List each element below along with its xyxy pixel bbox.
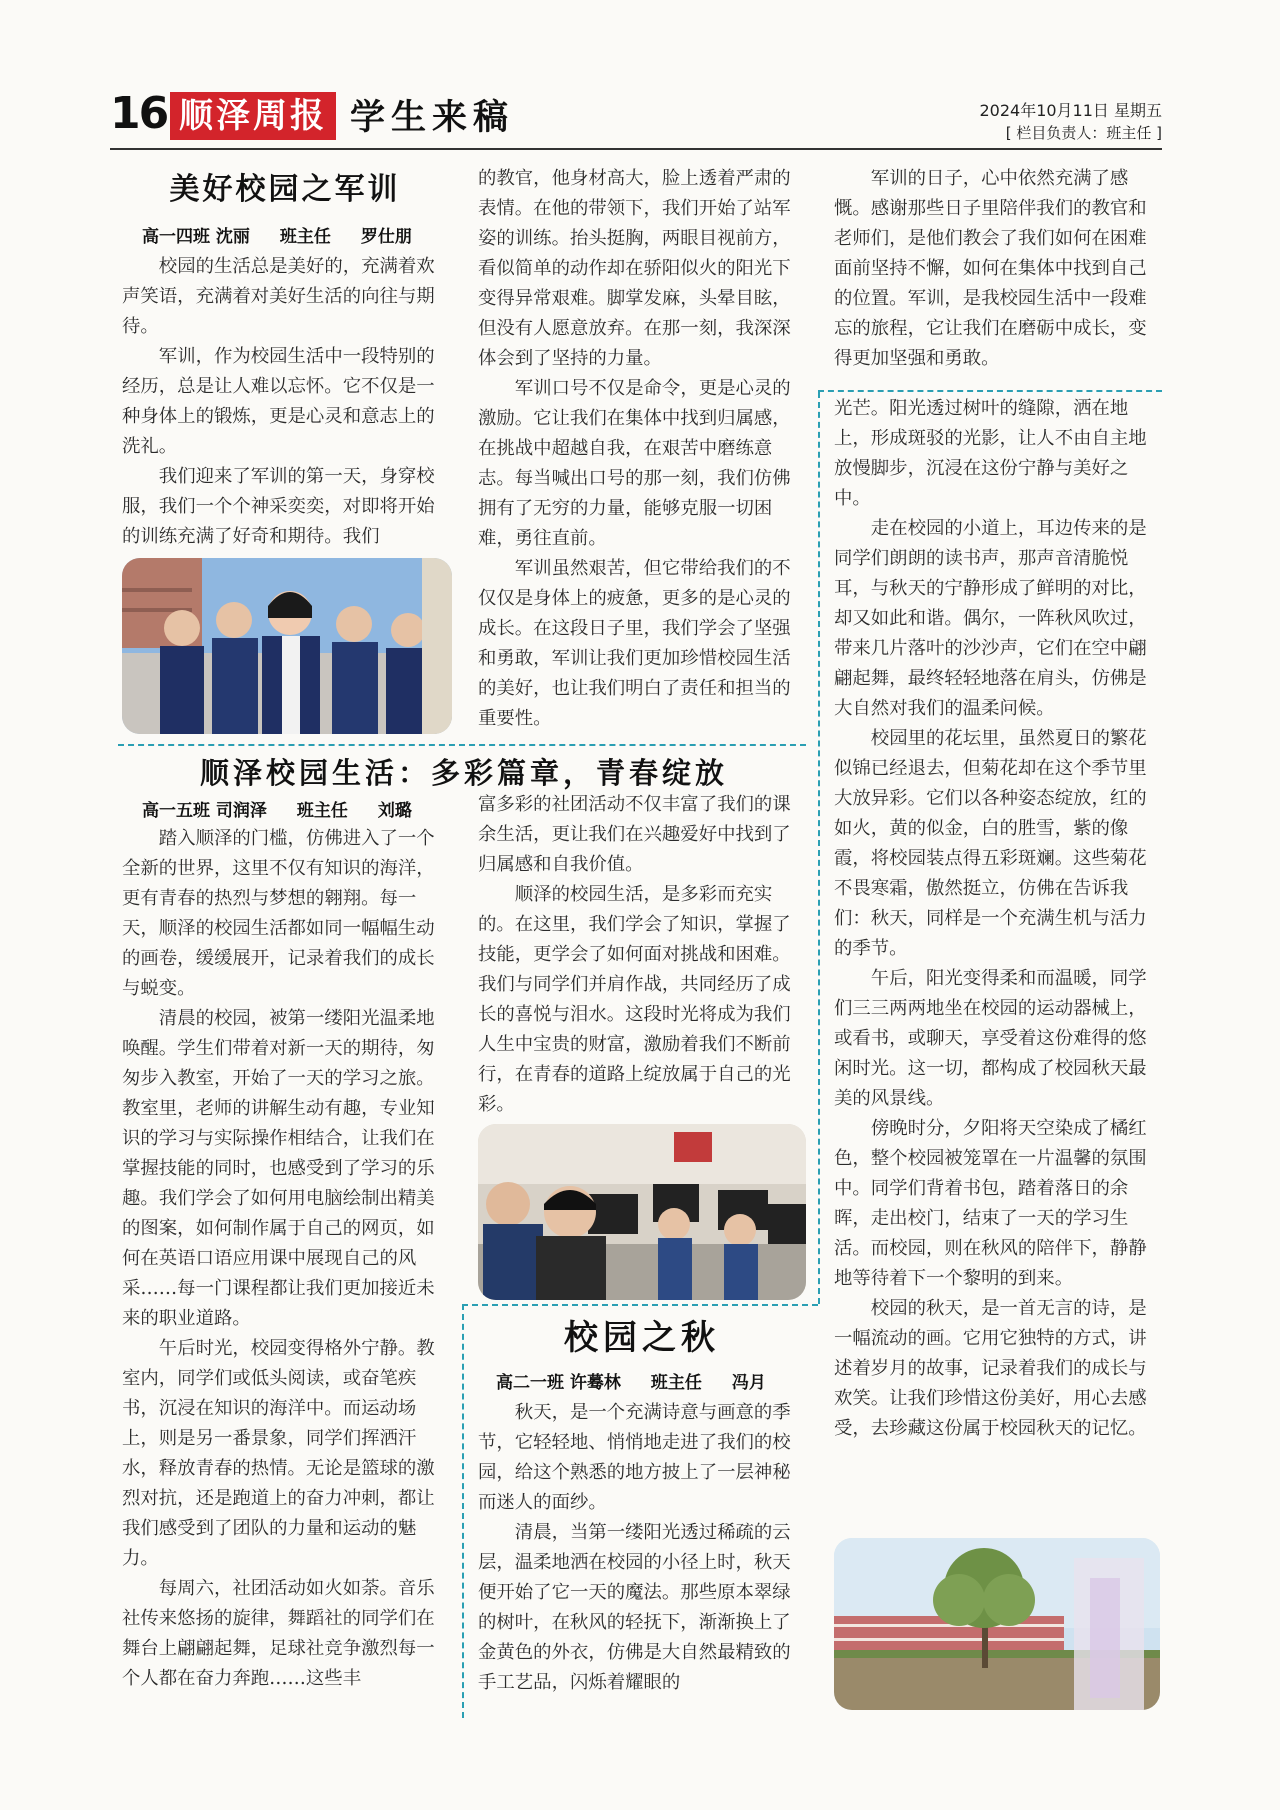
divider <box>462 1304 464 1718</box>
section-title: 学生来稿 <box>350 98 515 138</box>
page-number: 16 <box>110 88 168 139</box>
header-rule <box>110 148 1162 150</box>
photo-autumn-campus <box>834 1538 1160 1710</box>
paragraph: 的教官，他身材高大，脸上透着严肃的表情。在他的带领下，我们开始了站军姿的训练。抬头挺胸，两眼目视前方，看似简单的动作却在骄阳似火的阳光下变得异常艰难。脚掌发麻，头晕目眩，但没有人愿意放弃。在那一刻，我深深体会到了坚持的力量。 <box>478 168 791 369</box>
column-editor: [ 栏目负责人：班主任 ] <box>1005 124 1162 142</box>
paragraph: 军训，作为校园生活中一段特别的经历，总是让人难以忘怀。它不仅是一种身体上的锻炼，更是心灵和意志上的洗礼。 <box>122 346 435 457</box>
article-column <box>122 824 452 1694</box>
paragraph: 校园的秋天，是一首无言的诗，是一幅流动的画。它用它独特的方式，讲述着岁月的故事，记录着我们的成长与欢笑。让我们珍惜这份美好，用心去感受，去珍藏这份属于校园秋天的记忆。 <box>834 1298 1147 1439</box>
paragraph: 校园里的花坛里，虽然夏日的繁花似锦已经退去，但菊花却在这个季节里大放异彩。它们以各种姿态绽放，红的如火，黄的似金，白的胜雪，紫的像霞，将校园装点得五彩斑斓。这些菊花不畏寒霜，傲然挺立，仿佛在告诉我们：秋天，同样是一个充满生机与活力的季节。 <box>834 728 1147 959</box>
article-column <box>478 164 806 734</box>
divider <box>118 744 806 746</box>
article-byline <box>142 222 442 247</box>
article-title-campus-life: 顺泽校园生活：多彩篇章，青春绽放 <box>199 756 728 790</box>
paragraph: 走在校园的小道上，耳边传来的是同学们朗朗的读书声，那声音清脆悦耳，与秋天的宁静形成了鲜明的对比，却又如此和谐。偶尔，一阵秋风吹过，带来几片落叶的沙沙声，它们在空中翩翩起舞，最终轻轻地落在肩头，仿佛是大自然对我们的温柔问候。 <box>834 518 1147 719</box>
article-column <box>478 1398 806 1698</box>
paragraph: 午后，阳光变得柔和而温暖，同学们三三两两地坐在校园的运动器械上，或看书，或聊天，享受着这份难得的悠闲时光。这一切，都构成了校园秋天最美的风景线。 <box>834 968 1147 1109</box>
paragraph: 午后时光，校园变得格外宁静。教室内，同学们或低头阅读，或奋笔疾书，沉浸在知识的海洋中。而运动场上，则是另一番景象，同学们挥洒汗水，释放青春的热情。无论是篮球的激烈对抗，还是跑道上的奋力冲刺，都让我们感受到了团队的力量和运动的魅力。 <box>122 1338 435 1569</box>
newspaper-logo: 顺泽周报 <box>170 92 336 140</box>
paragraph: 军训虽然艰苦，但它带给我们的不仅仅是身体上的疲惫，更多的是心灵的成长。在这段日子里，我们学会了坚强和勇敢，军训让我们更加珍惜校园生活的美好，也让我们明白了责任和担当的重要性。 <box>478 558 791 729</box>
article-column <box>122 252 452 552</box>
article-title-military-training: 美好校园之军训 <box>169 172 401 207</box>
paragraph: 清晨，当第一缕阳光透过稀疏的云层，温柔地洒在校园的小径上时，秋天便开始了它一天的魔法。那些原本翠绿的树叶，在秋风的轻抚下，渐渐换上了金黄色的外衣，仿佛是大自然最精致的手工艺品，闪烁着耀眼的 <box>478 1522 791 1693</box>
divider <box>818 390 1162 392</box>
paragraph: 清晨的校园，被第一缕阳光温柔地唤醒。学生们带着对新一天的期待，匆匆步入教室，开始了一天的学习之旅。教室里，老师的讲解生动有趣，专业知识的学习与实际操作相结合，让我们在掌握技能的同时，也感受到了学习的乐趣。我们学会了如何用电脑绘制出精美的图案，如何制作属于自己的网页，如何在英语口语应用课中展现自己的风采……每一门课程都让我们更加接近未来的职业道路。 <box>122 1008 435 1329</box>
issue-date: 2024年10月11日 星期五 <box>979 101 1162 120</box>
paragraph: 光芒。阳光透过树叶的缝隙，洒在地上，形成斑驳的光影，让人不由自主地放慢脚步，沉浸在这份宁静与美好之中。 <box>834 398 1147 509</box>
byline-teacher: 罗仕朋 <box>360 227 412 247</box>
divider <box>462 1304 818 1306</box>
byline-author: 高一四班 沈丽 <box>142 227 250 247</box>
article-column <box>834 394 1162 1444</box>
article-title-campus-autumn: 校园之秋 <box>564 1318 720 1358</box>
byline-teacher: 刘璐 <box>377 801 412 821</box>
article-column <box>834 164 1162 374</box>
photo-military-training <box>122 558 452 734</box>
paragraph: 顺泽的校园生活，是多彩而充实的。在这里，我们学会了知识，掌握了技能，更学会了如何面对挑战和困难。我们与同学们并肩作战，共同经历了成长的喜悦与泪水。这段时光将成为我们人生中宝贵的财富，激励着我们不断前行，在青春的道路上绽放属于自己的光彩。 <box>478 884 791 1115</box>
paragraph: 踏入顺泽的门槛，仿佛进入了一个全新的世界，这里不仅有知识的海洋，更有青春的热烈与梦想的翱翔。每一天，顺泽的校园生活都如同一幅幅生动的画卷，缓缓展开，记录着我们的成长与蜕变。 <box>122 828 435 999</box>
paragraph: 军训口号不仅是命令，更是心灵的激励。它让我们在集体中找到归属感，在挑战中超越自我，在艰苦中磨练意志。每当喊出口号的那一刻，我们仿佛拥有了无穷的力量，能够克服一切困难，勇往直前。 <box>478 378 791 549</box>
paragraph: 秋天，是一个充满诗意与画意的季节，它轻轻地、悄悄地走进了我们的校园，给这个熟悉的地方披上了一层神秘而迷人的面纱。 <box>478 1402 791 1513</box>
divider <box>818 392 820 1304</box>
article-byline <box>142 796 442 821</box>
photo-computer-lab <box>478 1124 806 1300</box>
paragraph: 傍晚时分，夕阳将天空染成了橘红色，整个校园被笼罩在一片温馨的氛围中。同学们背着书包，踏着落日的余晖，走出校门，结束了一天的学习生活。而校园，则在秋风的陪伴下，静静地等待着下一个黎明的到来。 <box>834 1118 1147 1289</box>
byline-role: 班主任 <box>296 801 348 821</box>
paragraph: 军训的日子，心中依然充满了感慨。感谢那些日子里陪伴我们的教官和老师们，是他们教会了我们如何在困难面前坚持不懈，如何在集体中找到自己的位置。军训，是我校园生活中一段难忘的旅程，它让我们在磨砺中成长，变得更加坚强和勇敢。 <box>834 168 1147 369</box>
paragraph: 我们迎来了军训的第一天，身穿校服，我们一个个神采奕奕，对即将开始的训练充满了好奇和期待。我们 <box>122 466 435 547</box>
byline-author: 高一五班 司润泽 <box>142 801 267 821</box>
byline-teacher: 冯月 <box>731 1373 766 1393</box>
article-byline <box>496 1368 796 1393</box>
article-column <box>478 790 806 1120</box>
byline-role: 班主任 <box>650 1373 702 1393</box>
byline-author: 高二一班 许蓦林 <box>496 1373 621 1393</box>
paragraph: 富多彩的社团活动不仅丰富了我们的课余生活，更让我们在兴趣爱好中找到了归属感和自我价值。 <box>478 794 791 875</box>
byline-role: 班主任 <box>279 227 331 247</box>
paragraph: 每周六，社团活动如火如荼。音乐社传来悠扬的旋律，舞蹈社的同学们在舞台上翩翩起舞，足球社竞争激烈每一个人都在奋力奔跑……这些丰 <box>122 1578 435 1689</box>
paragraph: 校园的生活总是美好的，充满着欢声笑语，充满着对美好生活的向往与期待。 <box>122 256 435 337</box>
